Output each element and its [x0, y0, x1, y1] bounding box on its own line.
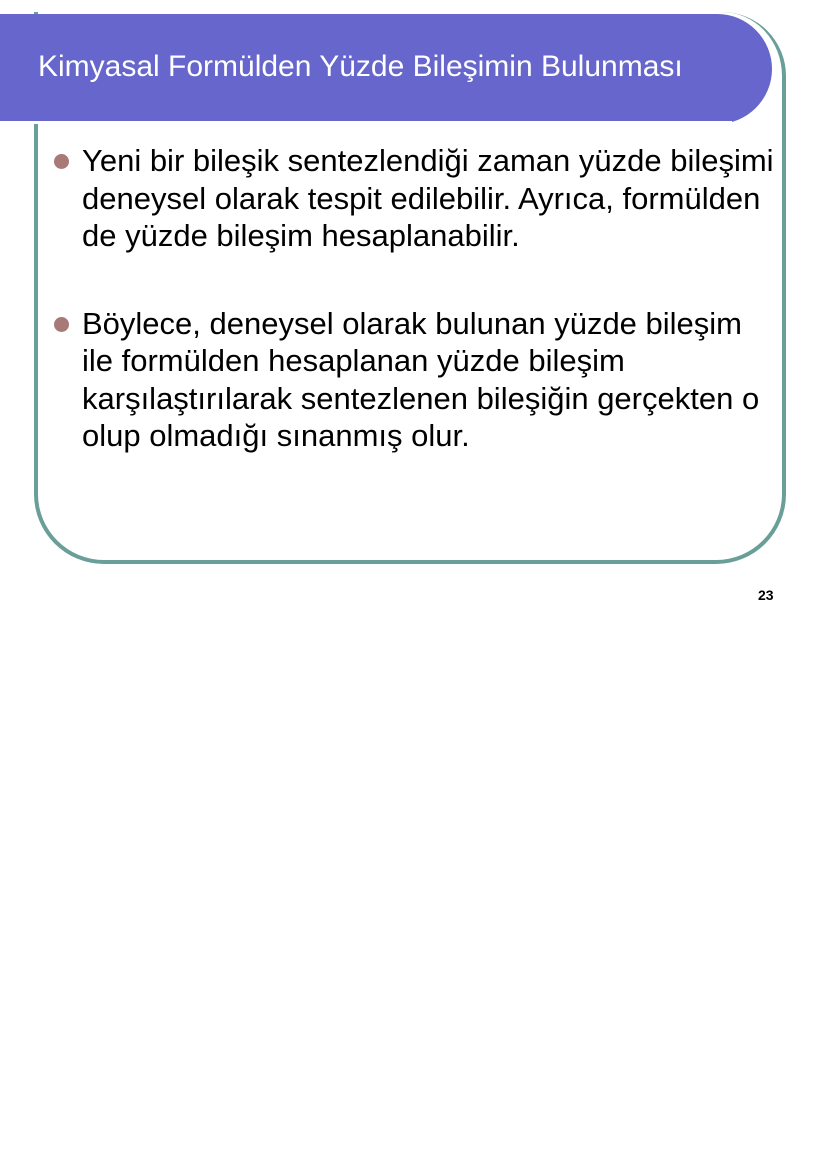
title-underline [0, 121, 732, 124]
bullet-list [54, 142, 774, 505]
bullet-text: Böylece, deneysel olarak bulunan yüzde bileşim ile formülden hesaplanan yüzde bileşim karşılaştırılarak sentezlenen bileşiğin gerçekten o olup olmadığı sınanmış olur. [82, 305, 760, 453]
slide-title: Kimyasal Formülden Yüzde Bileşimin Bulunması [38, 50, 683, 83]
bullet-item [54, 142, 774, 255]
page-number: 23 [758, 587, 774, 603]
bullet-text: Yeni bir bileşik sentezlendiği zaman yüzde bileşimi deneysel olarak tespit edilebilir. Ayrıca, formülden de yüzde bileşim hesaplanabilir. [82, 143, 774, 253]
bullet-item [54, 305, 774, 455]
bullet-dot-icon [54, 317, 69, 332]
bullet-dot-icon [54, 154, 69, 169]
